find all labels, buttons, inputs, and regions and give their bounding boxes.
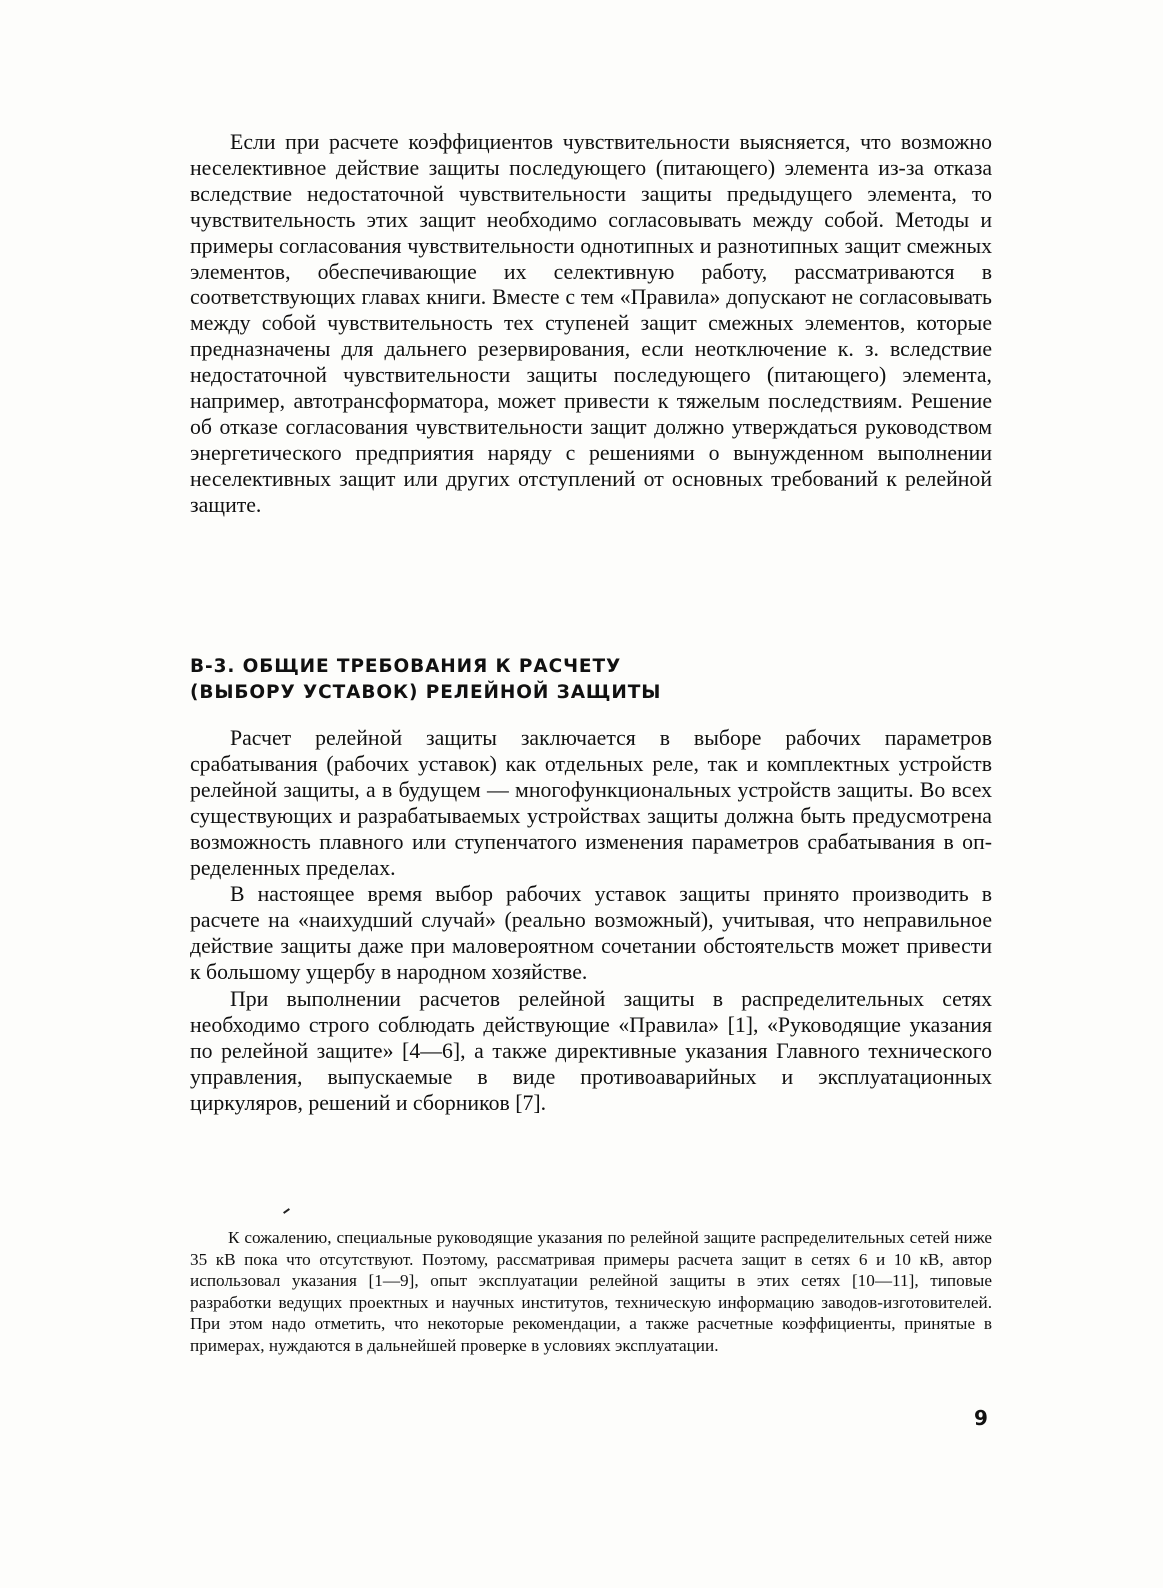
footnote: [190, 1227, 992, 1357]
section-heading-line-1: В-3. ОБЩИЕ ТРЕБОВАНИЯ К РАСЧЕТУ: [190, 656, 622, 677]
footnote-mark: [283, 1208, 290, 1214]
footnote-text: К сожалению, специальные руководящие указания по релейной защите распределительных сетей ниже 35 кВ пока что отсутствуют. Поэтому, рассматривая примеры расчета защит в сетях 6 и 10 кВ, автор использовал указания [1—9], опыт эксплуатации релейной защиты в этих сетях [10—11], типовые разработки ведущих проектных и научных институтов, техническую информацию заводов-изготовителей. При этом надо отметить, что некоторые рекомендации, а также расчетные коэффициенты, принятые в примерах, нуждаются в дальнейшей проверке в условиях эксплуатации.: [190, 1228, 992, 1355]
body-text-section: [190, 726, 992, 1117]
section-heading: [190, 654, 890, 706]
section-heading-line-2: (ВЫБОРУ УСТАВОК) РЕЛЕЙНОЙ ЗАЩИТЫ: [190, 682, 662, 703]
page-number: 9: [974, 1406, 988, 1430]
paragraph: При выполнении расчетов релейной защиты в распределительных сетях необходимо строго соблюдать действующие «Правила» [1], «Руководящие указания по релейной защите» [4—6], а также директивные указания Главного технического управления, выпускаемые в виде противоаварийных и эксплуатационных циркуляров, решений и сборников [7].: [190, 987, 992, 1115]
paragraph: Расчет релейной защиты заключается в выборе рабочих параметров срабатывания (рабочих уставок) как отдельных реле, так и комплектных устройств релейной защиты, а в будущем — многофункциональных устройств защиты. Во всех существующих и разрабатываемых устройствах защиты должна быть предусмотрена возможность плавного или ступенчатого изменения параметров срабатывания в определенных пределах.: [190, 726, 992, 880]
paragraph: В настоящее время выбор рабочих уставок защиты принято производить в расчете на «наихудший случай» (реально возможный), учитывая, что неправильное действие защиты даже при маловероятном сочетании обстоятельств может привести к большому ущербу в народном хозяйстве.: [190, 882, 992, 985]
paragraph: Если при расчете коэффициентов чувствительности выясняется, что возможно неселективное действие защиты последующего (питающего) элемента из-за отказа вследствие недостаточной чувствительности защиты предыдущего элемента, то чувствительность этих защит необходимо согласовывать между собой. Методы и примеры согласования чувствительности однотипных и разнотипных защит смежных элементов, обеспечивающие их селективную работу, рассматриваются в соответствующих главах книги. Вместе с тем «Правила» допускают не согласовывать между собой чувствительность тех ступеней защит смежных элементов, которые предназначены для дальнего резервирования, если неотключение к. з. вследствие недостаточной чувствительности защиты последующего (питающего) элемента, например, автотрансформатора, может привести к тяжелым последствиям. Решение об отказе согласования чувствительности защит должно утверждаться руководством энергетического предприятия наряду с решениями о вынужденном выполнении неселективных защит или других отступлений от основных требований к релейной защите.: [190, 130, 992, 517]
body-text-top: [190, 130, 992, 519]
